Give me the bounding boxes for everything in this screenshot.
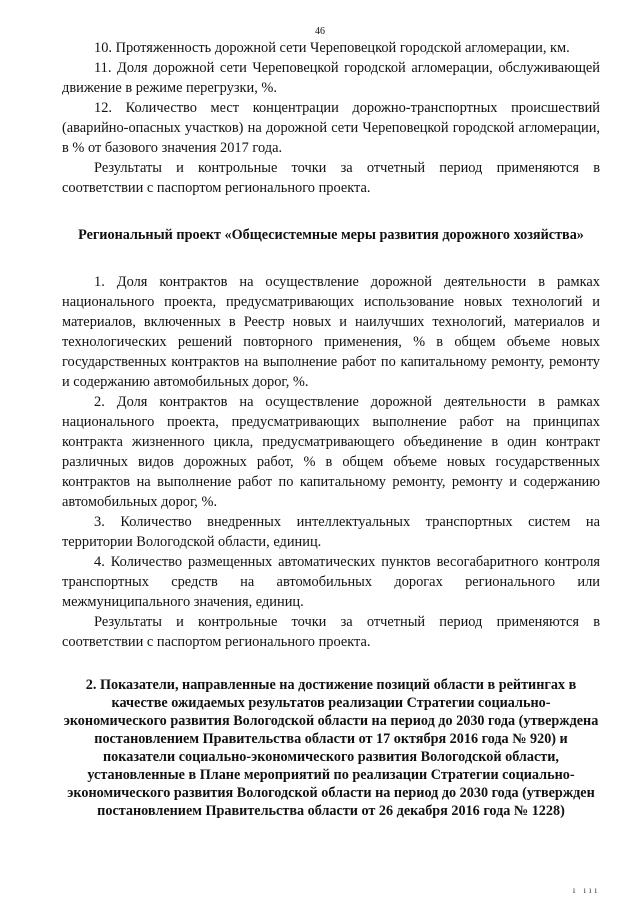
paragraph-item-11: 11. Доля дорожной сети Череповецкой городской агломерации, обслуживающей движение в режиме перегрузки, %. (62, 60, 600, 96)
paragraph-results-top: Результаты и контрольные точки за отчетный период применяются в соответствии с паспортом регионального проекта. (62, 160, 600, 196)
paragraph-item-12: 12. Количество мест концентрации дорожно-транспортных происшествий (аварийно-опасных участков) на дорожной сети Череповецкой городской агломерации, в % от базового значения 2017 года. (62, 100, 600, 156)
paragraph-project-item-1: 1. Доля контрактов на осуществление дорожной деятельности в рамках национального проекта, предусматривающих использование новых технологий и материалов, включенных в Реестр новых и наилучших технологий, материалов и технологических решений повторного применения, % в общем объеме новых государственных контрактов на выполнение работ по капитальному ремонту, ремонту и содержанию автомобильных дорог, %. (62, 274, 600, 390)
project-heading: Региональный проект «Общесистемные меры развития дорожного хозяйства» (78, 227, 584, 243)
scan-marks: ı ııı (572, 885, 600, 895)
paragraph-results-project: Результаты и контрольные точки за отчетный период применяются в соответствии с паспортом регионального проекта. (62, 614, 600, 650)
paragraph-project-item-2: 2. Доля контрактов на осуществление дорожной деятельности в рамках национального проекта, предусматривающих выполнение работ на принципах контракта жизненного цикла, предусматривающего объединение в один контракт различных видов дорожных работ, % в общем объеме новых государственных контрактов на выполнение работ по капитальному ремонту, ремонту и содержанию автомобильных дорог, %. (62, 394, 600, 510)
page-number: 46 (315, 26, 325, 37)
paragraph-item-10: 10. Протяженность дорожной сети Череповецкой городской агломерации, км. (94, 40, 570, 56)
paragraph-project-item-4: 4. Количество размещенных автоматических пунктов весогабаритного контроля транспортных средств на автомобильных дорогах регионального или межмуниципального значения, единиц. (62, 554, 600, 610)
paragraph-project-item-3: 3. Количество внедренных интеллектуальных транспортных систем на территории Вологодской области, единиц. (62, 514, 600, 550)
section-2-heading: 2. Показатели, направленные на достижение позиций области в рейтингах в качестве ожидаемых результатов реализации Стратегии социально-экономического развития Вологодской области на период до 2030 года (утверждена постановлением Правительства области от 17 октября 2016 года № 920) и показатели социально-экономического развития Вологодской области, установленные в Плане мероприятий по реализации Стратегии социально-экономического развития Вологодской области на период до 2030 года (утвержден постановлением Правительства области от 26 декабря 2016 года № 1228) (63, 677, 599, 819)
page-content (62, 38, 600, 820)
